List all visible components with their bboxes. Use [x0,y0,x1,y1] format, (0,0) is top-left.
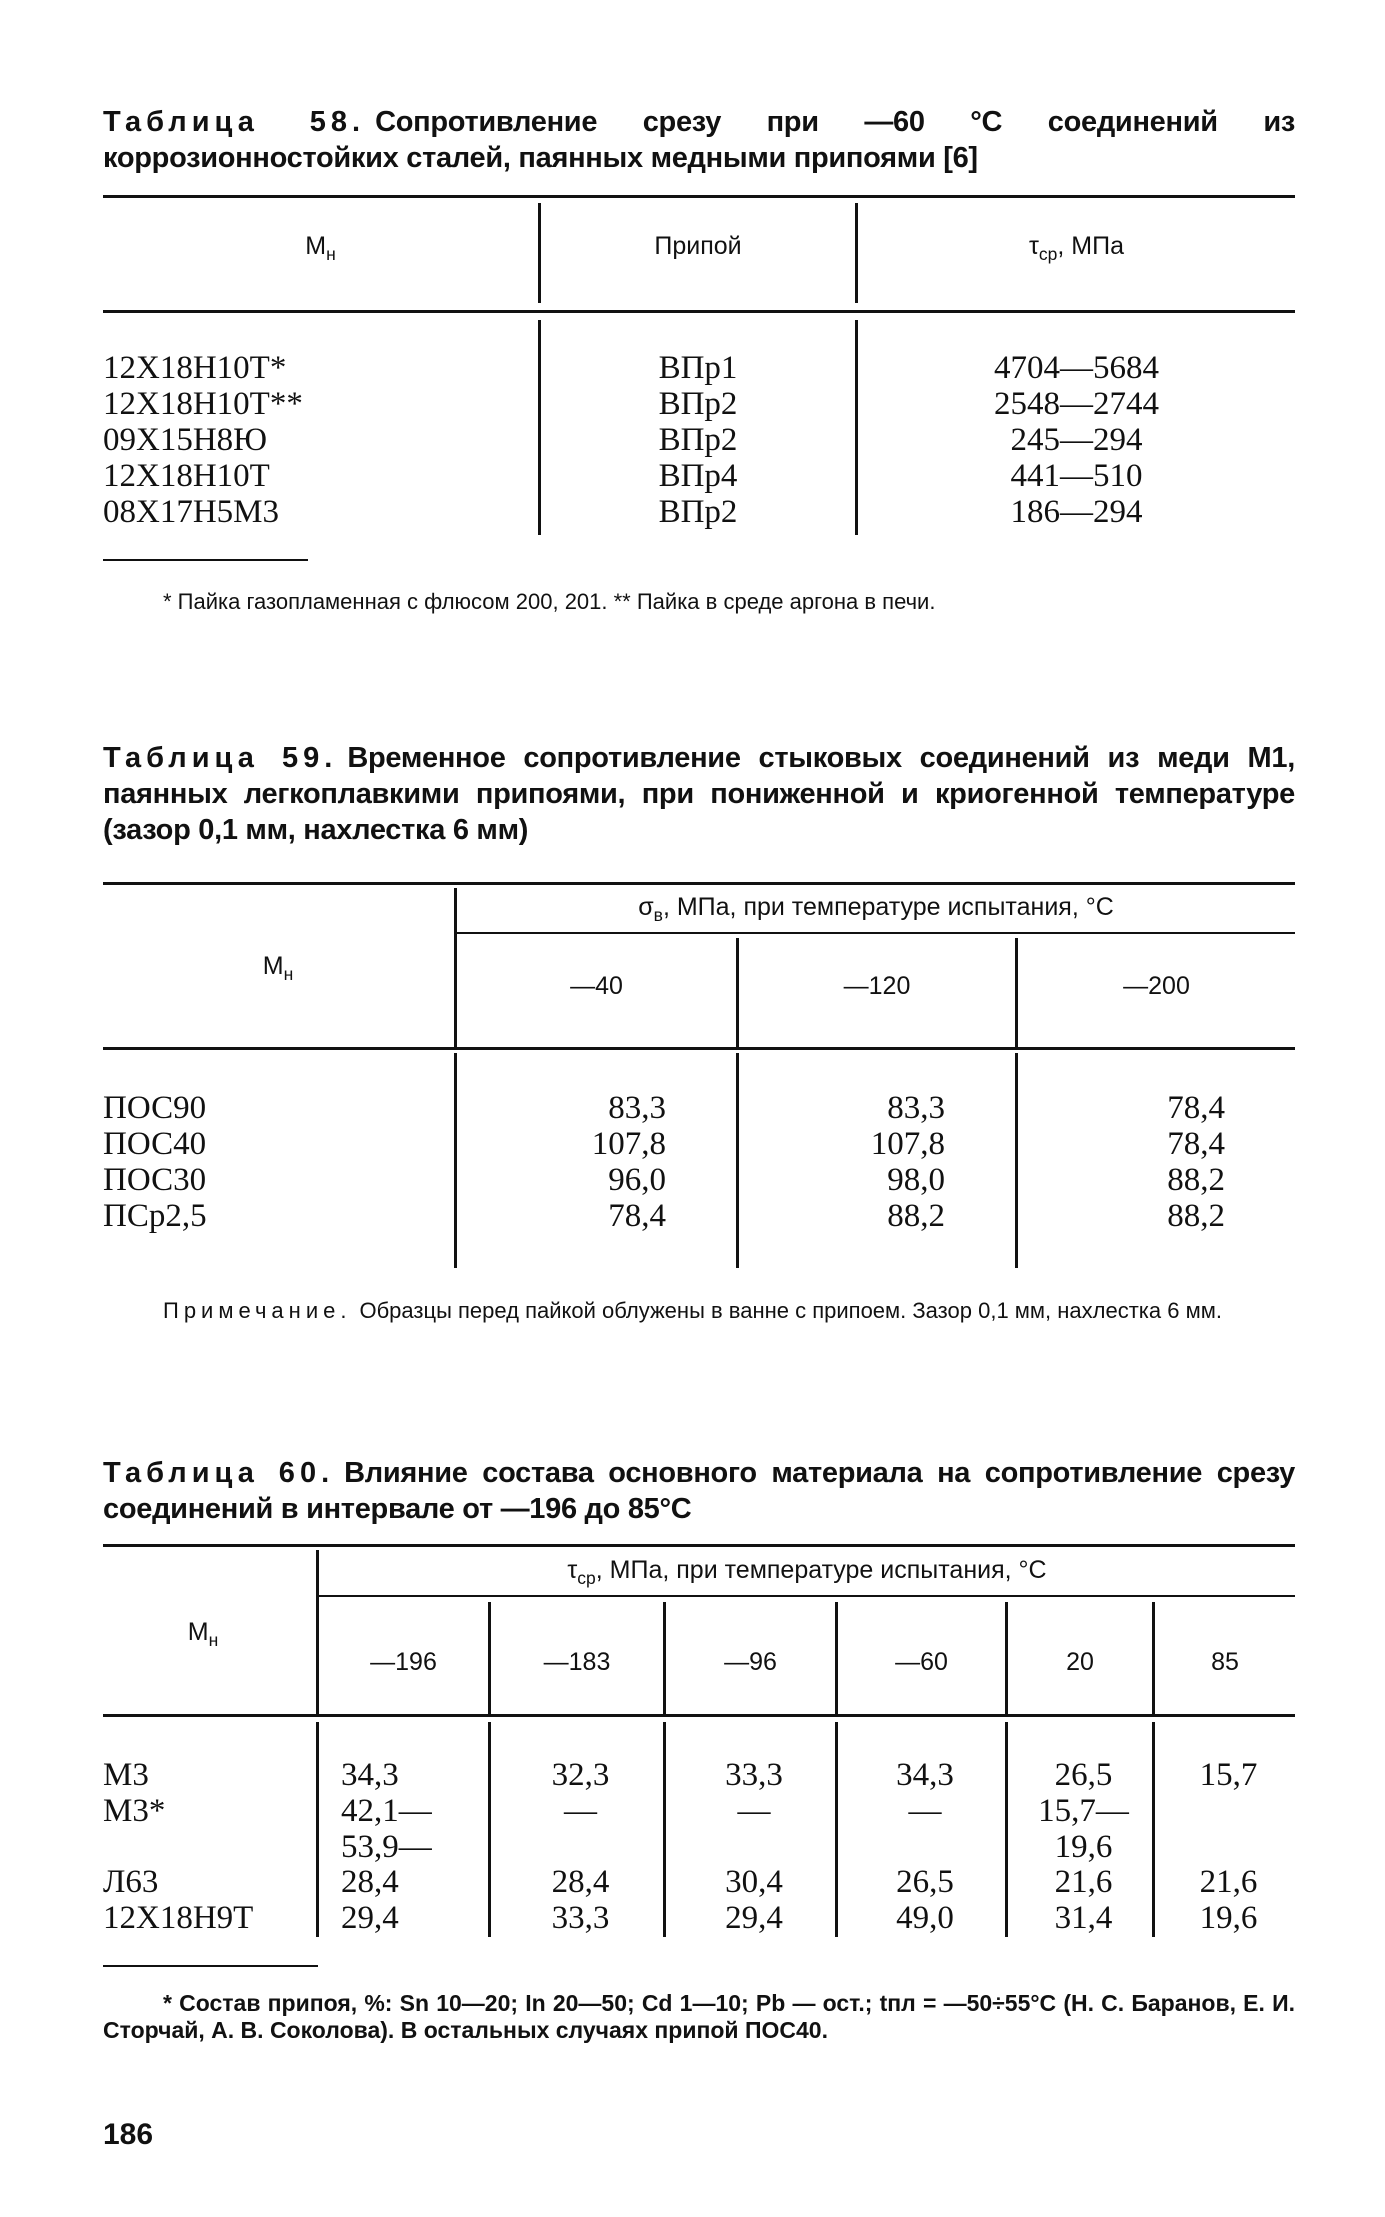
cell-value: 34,3 [896,1757,954,1793]
cell-solder: ВПр2 [658,386,738,422]
subheader-rule [319,1595,1295,1597]
header-temp: 20 [1066,1648,1094,1676]
table60-top-rule [103,1544,1295,1547]
cell-material: 12Х18Н10Т [103,458,270,494]
cell-material: Л63 [103,1864,159,1900]
cell-value: 34,3 [341,1757,399,1793]
divider [1152,1722,1155,1937]
cell-value: 15,7 [1199,1757,1258,1793]
cell-value: 88,2 [1167,1162,1225,1198]
table59-header-rule [103,1047,1295,1050]
cell-material: ПСр2,5 [103,1198,207,1234]
subheader-rule [457,932,1295,934]
cell-value: 30,4 [725,1864,783,1900]
divider [1152,1602,1155,1715]
cell-tau: 2548—2744 [994,386,1159,422]
cell-value: 21,6 [1054,1864,1113,1900]
table-caption: Влияние состава основного материала на сопротивление срезу соединений в интервале от —196 до 85°С [103,1457,1295,1525]
table58-title [103,104,1295,176]
cell-value: — [908,1793,942,1829]
cell-value: 98,0 [887,1162,945,1198]
cell-material: 12Х18Н9Т [103,1900,254,1936]
header-group: $\tau_{ср}$, МПа, при температуре испытания, °С [567,1556,1047,1588]
cell-value: 21,6 [1199,1864,1258,1900]
note-text: Образцы перед пайкой облужены в ванне с припоем. Зазор 0,1 мм, нахлестка 6 мм. [359,1298,1222,1323]
cell-value: 26,5 [896,1864,954,1900]
cell-value: — [737,1793,771,1829]
cell-value: 83,3 [608,1090,666,1126]
header-temp: —96 [724,1648,777,1676]
cell-value: 31,4 [1054,1900,1113,1936]
header-temp: —60 [895,1648,948,1676]
cell-value: 49,0 [896,1900,954,1936]
cell-value: 78,4 [1167,1126,1225,1162]
header-temp: —200 [1123,972,1190,1000]
cell-value: 107,8 [591,1126,666,1162]
divider [1005,1722,1008,1937]
cell-solder: ВПр2 [658,494,738,530]
header-material: $М_н$ [187,1618,219,1650]
cell-value: 28,4 [551,1864,610,1900]
cell-value: 78,4 [1167,1090,1225,1126]
cell-solder: ВПр4 [658,458,738,494]
cell-tau: 441—510 [1010,458,1143,494]
table-label: Таблица 58. [103,106,366,138]
cell-solder: ВПр1 [658,350,738,386]
table58-header-rule [103,310,1295,313]
footnote-rule [103,559,308,561]
header-solder: Припой [654,232,742,260]
divider [1005,1602,1008,1715]
cell-value: 33,3 [551,1900,610,1936]
header-material: $М_н$ [262,952,294,984]
divider [488,1602,491,1715]
cell-material: М3* [103,1793,166,1829]
table-label: Таблица 60. [103,1457,335,1489]
cell-value: 107,8 [870,1126,945,1162]
table58-footnote: * Пайка газопламенная с флюсом 200, 201. ** Пайка в среде аргона в печи. [163,589,936,614]
cell-material: 12Х18Н10Т** [103,386,303,422]
table59-top-rule [103,882,1295,885]
header-group: $\sigma_в$, МПа, при температуре испытания, °С [638,893,1114,925]
footnote-rule [103,1965,318,1967]
header-material: $М_н$ [305,232,336,264]
header-temp: —120 [843,972,911,1000]
divider [663,1602,666,1715]
divider [835,1722,838,1937]
header-temp: 85 [1211,1648,1239,1676]
divider [488,1722,491,1937]
table59-note [103,1297,1295,1324]
cell-value: 83,3 [887,1090,945,1126]
cell-value: 42,1— 53,9— [341,1793,432,1865]
cell-value: 29,4 [725,1900,783,1936]
cell-value: 88,2 [887,1198,945,1234]
cell-tau: 4704—5684 [994,350,1159,386]
divider [316,1722,319,1937]
cell-value: 19,6 [1199,1900,1258,1936]
cell-tau: 186—294 [1010,494,1143,530]
header-tau: $\tau_{ср}$, МПа [1029,232,1124,264]
table58-top-rule [103,195,1295,198]
cell-value: 88,2 [1167,1198,1225,1234]
header-temp: —196 [370,1648,437,1676]
cell-value: 96,0 [608,1162,666,1198]
cell-value: 28,4 [341,1864,399,1900]
cell-material: 09Х15Н8Ю [103,422,268,458]
table-caption: Временное сопротивление стыковых соединений из меди М1, паянных легкоплавкими припоями, при пониженной и криогенной температуре (зазор 0,1 мм, нахлестка 6 мм) [103,742,1295,846]
cell-value: 32,3 [551,1757,610,1793]
divider [663,1722,666,1937]
cell-material: ПОС40 [103,1126,207,1162]
cell-value: — [564,1793,597,1829]
table60-header-rule [103,1714,1295,1717]
cell-material: ПОС90 [103,1090,207,1126]
cell-material: 12Х18Н10Т* [103,350,287,386]
divider [835,1602,838,1715]
cell-material: 08Х17Н5М3 [103,494,280,530]
table-label: Таблица 59. [103,742,338,774]
cell-tau: 245—294 [1010,422,1143,458]
cell-value: 33,3 [725,1757,783,1793]
cell-solder: ВПр2 [658,422,738,458]
cell-value: 15,7— 19,6 [1038,1793,1129,1865]
cell-material: М3 [103,1757,149,1793]
cell-value: 78,4 [608,1198,666,1234]
cell-value: 26,5 [1054,1757,1113,1793]
cell-value: 29,4 [341,1900,399,1936]
header-temp: —40 [570,972,623,1000]
note-label: Примечание. [163,1298,352,1323]
table60-title [103,1455,1295,1527]
table60-footnote: * Состав припоя, %: Sn 10—20; In 20—50; Cd 1—10; Pb — ост.; tпл = —50÷55°С (Н. С. Баранов, Е. И. Сторчай, А. В. Соколова). В остальных случаях припой ПОС40. [103,1990,1295,2043]
header-temp: —183 [543,1648,611,1676]
table59-title [103,740,1295,848]
table-caption: Сопротивление срезу при —60 °С соединений из коррозионностойких сталей, паянных медными припоями [6] [103,106,1295,174]
page-number: 186 [103,2118,154,2151]
cell-material: ПОС30 [103,1162,207,1198]
